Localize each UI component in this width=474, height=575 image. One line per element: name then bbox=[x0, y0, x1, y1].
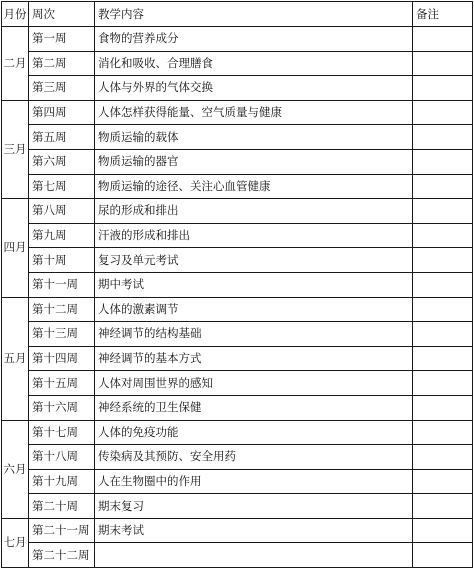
topic-cell: 汗液的形成和排出 bbox=[95, 223, 413, 248]
table-row bbox=[2, 543, 473, 568]
topic-cell bbox=[95, 543, 413, 568]
note-cell bbox=[413, 346, 473, 371]
topic-cell: 人体与外界的气体交换 bbox=[95, 76, 413, 101]
week-cell: 第十四周 bbox=[29, 346, 95, 371]
month-cell: 六月 bbox=[2, 420, 29, 518]
table-row bbox=[2, 395, 473, 420]
table-row bbox=[2, 371, 473, 396]
note-cell bbox=[413, 272, 473, 297]
note-cell bbox=[413, 125, 473, 150]
header-note: 备注 bbox=[413, 2, 473, 27]
topic-cell: 物质运输的载体 bbox=[95, 125, 413, 150]
note-cell bbox=[413, 199, 473, 224]
note-cell bbox=[413, 371, 473, 396]
table-row bbox=[2, 297, 473, 322]
topic-cell: 复习及单元考试 bbox=[95, 248, 413, 273]
topic-cell: 期末考试 bbox=[95, 518, 413, 543]
week-cell: 第十周 bbox=[29, 248, 95, 273]
week-cell: 第十一周 bbox=[29, 272, 95, 297]
table-row bbox=[2, 199, 473, 224]
note-cell bbox=[413, 174, 473, 199]
table-row bbox=[2, 420, 473, 445]
week-cell: 第十六周 bbox=[29, 395, 95, 420]
header-row bbox=[2, 2, 473, 27]
month-cell: 三月 bbox=[2, 100, 29, 198]
topic-cell: 期末复习 bbox=[95, 494, 413, 519]
topic-cell: 人体怎样获得能量、空气质量与健康 bbox=[95, 100, 413, 125]
table-row bbox=[2, 223, 473, 248]
note-cell bbox=[413, 27, 473, 52]
week-cell: 第四周 bbox=[29, 100, 95, 125]
topic-cell: 消化和吸收、合理膳食 bbox=[95, 51, 413, 76]
table-row bbox=[2, 469, 473, 494]
note-cell bbox=[413, 149, 473, 174]
header-week: 周次 bbox=[29, 2, 95, 27]
topic-cell: 物质运输的途径、关注心血管健康 bbox=[95, 174, 413, 199]
week-cell: 第二十二周 bbox=[29, 543, 95, 568]
table-row bbox=[2, 51, 473, 76]
table-row bbox=[2, 125, 473, 150]
note-cell bbox=[413, 76, 473, 101]
table-row bbox=[2, 76, 473, 101]
note-cell bbox=[413, 395, 473, 420]
week-cell: 第八周 bbox=[29, 199, 95, 224]
week-cell: 第十七周 bbox=[29, 420, 95, 445]
topic-cell: 物质运输的器官 bbox=[95, 149, 413, 174]
table-row bbox=[2, 518, 473, 543]
month-cell: 四月 bbox=[2, 199, 29, 297]
note-cell bbox=[413, 420, 473, 445]
note-cell bbox=[413, 248, 473, 273]
month-cell: 五月 bbox=[2, 297, 29, 420]
month-cell: 七月 bbox=[2, 518, 29, 567]
note-cell bbox=[413, 322, 473, 347]
note-cell bbox=[413, 543, 473, 568]
week-cell: 第二十一周 bbox=[29, 518, 95, 543]
table-row bbox=[2, 346, 473, 371]
table-row bbox=[2, 322, 473, 347]
topic-cell: 传染病及其预防、安全用药 bbox=[95, 445, 413, 470]
table-row bbox=[2, 149, 473, 174]
topic-cell: 人体的激素调节 bbox=[95, 297, 413, 322]
topic-cell: 人体对周围世界的感知 bbox=[95, 371, 413, 396]
week-cell: 第七周 bbox=[29, 174, 95, 199]
week-cell: 第六周 bbox=[29, 149, 95, 174]
topic-cell: 神经调节的结构基础 bbox=[95, 322, 413, 347]
topic-cell: 神经系统的卫生保健 bbox=[95, 395, 413, 420]
note-cell bbox=[413, 100, 473, 125]
table-row bbox=[2, 445, 473, 470]
week-cell: 第十九周 bbox=[29, 469, 95, 494]
note-cell bbox=[413, 445, 473, 470]
note-cell bbox=[413, 469, 473, 494]
week-cell: 第十五周 bbox=[29, 371, 95, 396]
week-cell: 第二周 bbox=[29, 51, 95, 76]
week-cell: 第十三周 bbox=[29, 322, 95, 347]
table-row bbox=[2, 100, 473, 125]
table-row bbox=[2, 248, 473, 273]
topic-cell: 人在生物圈中的作用 bbox=[95, 469, 413, 494]
topic-cell: 期中考试 bbox=[95, 272, 413, 297]
schedule-body bbox=[2, 2, 473, 568]
note-cell bbox=[413, 518, 473, 543]
topic-cell: 神经调节的基本方式 bbox=[95, 346, 413, 371]
header-topic: 教学内容 bbox=[95, 2, 413, 27]
topic-cell: 食物的营养成分 bbox=[95, 27, 413, 52]
teaching-schedule-table bbox=[1, 1, 473, 568]
note-cell bbox=[413, 51, 473, 76]
table-row bbox=[2, 27, 473, 52]
topic-cell: 尿的形成和排出 bbox=[95, 199, 413, 224]
month-cell: 二月 bbox=[2, 27, 29, 101]
week-cell: 第九周 bbox=[29, 223, 95, 248]
note-cell bbox=[413, 223, 473, 248]
week-cell: 第二十周 bbox=[29, 494, 95, 519]
table-row bbox=[2, 174, 473, 199]
table-row bbox=[2, 494, 473, 519]
table-row bbox=[2, 272, 473, 297]
week-cell: 第十二周 bbox=[29, 297, 95, 322]
week-cell: 第十八周 bbox=[29, 445, 95, 470]
note-cell bbox=[413, 297, 473, 322]
week-cell: 第五周 bbox=[29, 125, 95, 150]
note-cell bbox=[413, 494, 473, 519]
header-month: 月份 bbox=[2, 2, 29, 27]
topic-cell: 人体的免疫功能 bbox=[95, 420, 413, 445]
week-cell: 第一周 bbox=[29, 27, 95, 52]
week-cell: 第三周 bbox=[29, 76, 95, 101]
